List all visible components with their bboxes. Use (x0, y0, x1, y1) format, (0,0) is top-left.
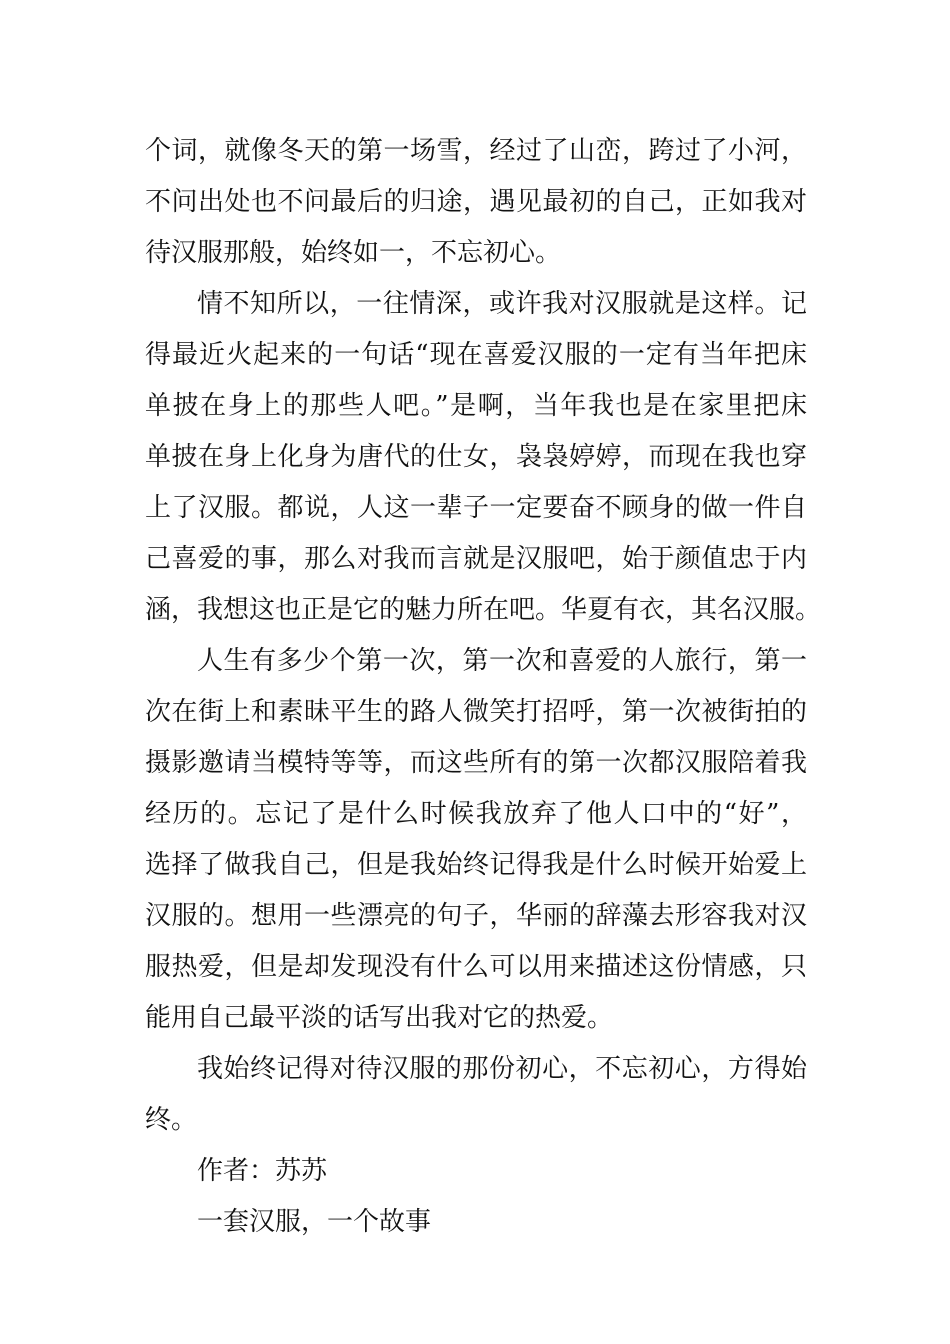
text-line: 己喜爱的事，那么对我而言就是汉服吧，始于颜值忠于内 (145, 544, 807, 574)
paragraph (145, 636, 807, 1044)
text-line: 作者：苏苏 (197, 1156, 328, 1186)
article-body (145, 126, 822, 1248)
text-line: 个词，就像冬天的第一场雪，经过了山峦，跨过了小河， (145, 136, 807, 166)
text-line: 经历的。忘记了是什么时候我放弃了他人口中的“好”， (145, 799, 807, 829)
text-line: 服热爱，但是却发现没有什么可以用来描述这份情感，只 (145, 952, 807, 982)
text-line: 一套汉服，一个故事 (197, 1207, 432, 1237)
text-line: 上了汉服。都说，人这一辈子一定要奋不顾身的做一件自 (145, 493, 807, 523)
text-line: 单披在身上的那些人吧。”是啊，当年我也是在家里把床 (145, 391, 807, 421)
paragraph (145, 1044, 807, 1146)
text-line: 汉服的。想用一些漂亮的句子，华丽的辞藻去形容我对汉 (145, 901, 807, 931)
text-line: 得最近火起来的一句话“现在喜爱汉服的一定有当年把床 (145, 340, 807, 370)
text-line: 不问出处也不问最后的归途，遇见最初的自己，正如我对 (145, 187, 807, 217)
text-line: 摄影邀请当模特等等，而这些所有的第一次都汉服陪着我 (145, 748, 807, 778)
text-line: 待汉服那般，始终如一，不忘初心。 (145, 238, 562, 268)
text-line: 能用自己最平淡的话写出我对它的热爱。 (145, 1003, 614, 1033)
text-line: 终。 (145, 1105, 198, 1135)
text-line: 次在街上和素昧平生的路人微笑打招呼，第一次被街拍的 (145, 697, 807, 727)
text-line: 情不知所以，一往情深，或许我对汉服就是这样。记 (197, 289, 807, 319)
next-article-title (145, 1197, 807, 1248)
text-line: 单披在身上化身为唐代的仕女，袅袅婷婷，而现在我也穿 (145, 442, 807, 472)
text-line: 选择了做我自己，但是我始终记得我是什么时候开始爱上 (145, 850, 807, 880)
author-line (145, 1146, 807, 1197)
text-line: 我始终记得对待汉服的那份初心，不忘初心，方得始 (197, 1054, 807, 1084)
text-line: 涵，我想这也正是它的魅力所在吧。华夏有衣，其名汉服。 (145, 595, 822, 625)
paragraph (145, 279, 822, 636)
paragraph (145, 126, 807, 279)
text-line: 人生有多少个第一次，第一次和喜爱的人旅行，第一 (197, 646, 807, 676)
